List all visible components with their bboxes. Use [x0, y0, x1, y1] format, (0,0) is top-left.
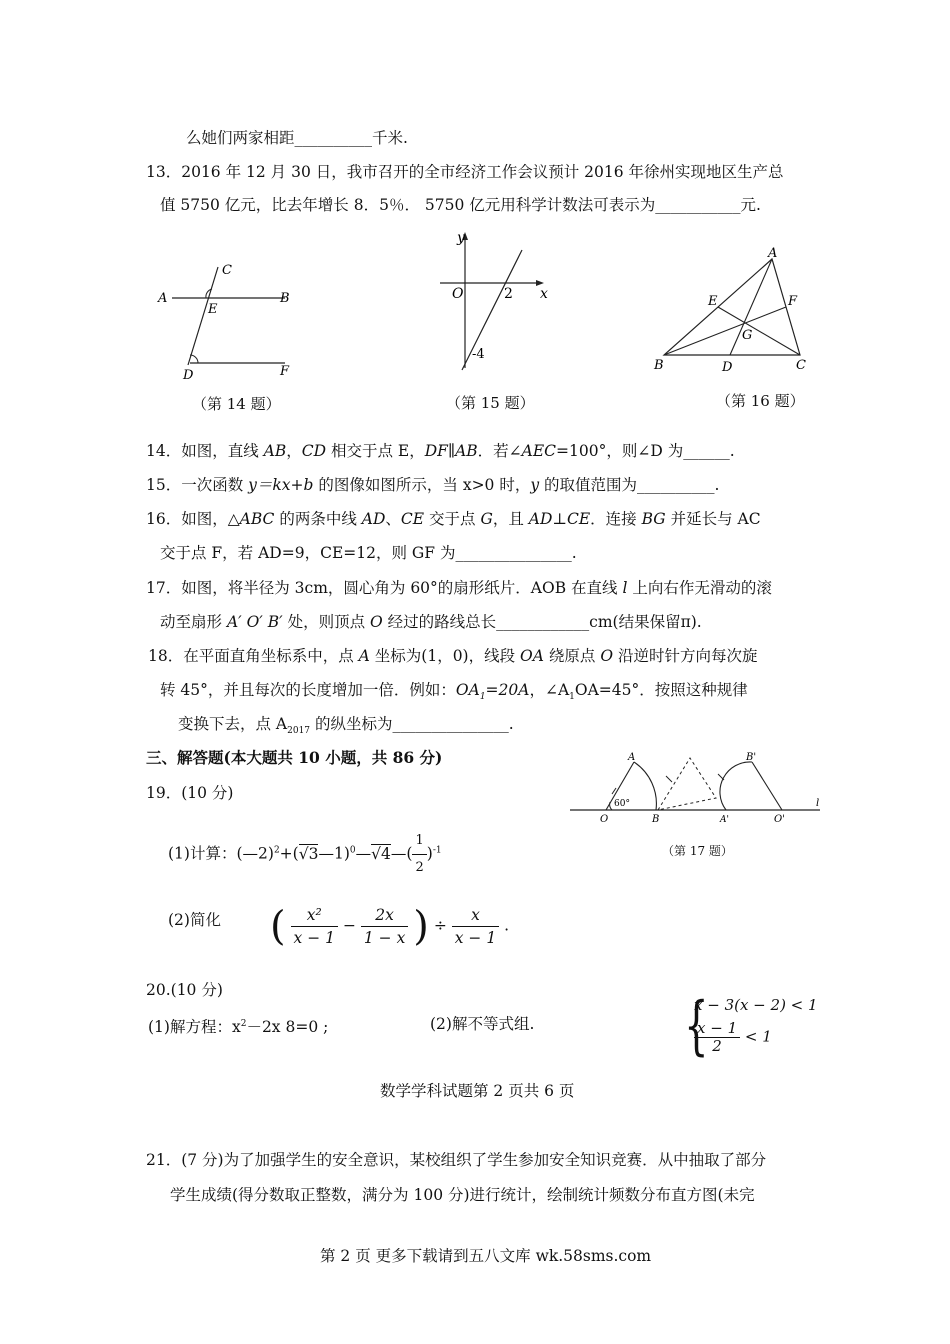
q20-head: 20.(10 分): [146, 981, 223, 999]
fig16-label-d: D: [722, 360, 733, 375]
q18-line1: 18．在平面直角坐标系中，点 A 坐标为(1，0)，线段 OA 绕原点 O 沿逆时针方向每次旋: [148, 647, 758, 665]
fig15-label-o: O: [452, 286, 464, 302]
fig17-label-a: A: [628, 752, 636, 763]
q21-line2: 学生成绩(得分数取正整数，满分为 100 分)进行统计，绘制统计频数分布直方图(未完: [170, 1186, 755, 1204]
fig15-label-2: 2: [504, 286, 513, 302]
q17-line1: 17．如图，将半径为 3cm，圆心角为 60°的扇形纸片．AOB 在直线 l 上向右作无滑动的滚: [146, 579, 772, 597]
fig15-caption: （第 15 题）: [446, 394, 535, 412]
fig17-label-b-prime: B': [746, 752, 757, 763]
fig17-label-l: l: [816, 798, 820, 809]
section-3-heading: 三、解答题(本大题共 10 小题，共 86 分): [146, 748, 443, 767]
figure-17: [568, 748, 830, 828]
fig16-label-g: G: [742, 328, 753, 343]
fig14-label-a: A: [158, 291, 168, 306]
fig17-label-o: O: [600, 814, 609, 825]
q14: 14．如图，直线 AB，CD 相交于点 E，DF∥AB．若∠AEC=100°，则∠D 为______.: [146, 442, 735, 460]
fig14-label-d: D: [183, 368, 194, 383]
fig14-label-c: C: [222, 263, 232, 278]
fig14-label-f: F: [280, 364, 290, 379]
fig16-label-c: C: [796, 358, 806, 373]
q17-line2: 动至扇形 A′ O′ B′ 处，则顶点 O 经过的路线总长____________cm(结果保留π).: [160, 613, 702, 631]
fig15-label-m4: -4: [472, 347, 485, 362]
q19-head: 19．(10 分): [146, 784, 234, 802]
fig15-label-y: y: [457, 230, 465, 246]
q20-part2: (2)解不等式组.: [430, 1015, 535, 1033]
fig16-label-f: F: [788, 294, 798, 309]
figure-14: [150, 255, 310, 385]
q19-part1: (1)计算：(—2)$^2$+(√3—1)$^0$—√4—( $\frac{1}{2}$ )$^{-1}$: [168, 828, 442, 881]
fig16-label-e: E: [708, 294, 718, 309]
q16-line1: 16．如图，△ABC 的两条中线 AD、CE 交于点 G，且 AD⊥CE．连接 BG 并延长与 AC: [146, 510, 761, 528]
page-number-footer: 数学学科试题第 2 页共 6 页: [380, 1082, 575, 1100]
fig16-caption: （第 16 题）: [716, 392, 805, 410]
fig15-label-x: x: [540, 286, 548, 302]
fig16-label-a: A: [768, 246, 778, 261]
fig17-label-o-prime: O': [774, 814, 785, 825]
q16-line2: 交于点 F，若 AD=9，CE=12，则 GF 为_______________.: [160, 544, 577, 562]
q13-line1: 13．2016 年 12 月 30 日，我市召开的全市经济工作会议预计 2016 年徐州实现地区生产总: [146, 163, 784, 181]
q18-line3: 变换下去，点 $A_{2017}$ 的纵坐标为_______________.: [178, 715, 514, 737]
q13-line2: 值 5750 亿元，比去年增长 8．5％． 5750 亿元用科学计数法可表示为___________元.: [160, 196, 761, 214]
q21-line1: 21．(7 分)为了加强学生的安全意识，某校组织了学生参加安全知识竞赛．从中抽取了部分: [146, 1151, 767, 1169]
fig17-label-a-prime: A': [720, 815, 729, 825]
q18-line2: 转 45°，并且每次的长度增加一倍．例如：$OA_1=20A$，$\angle A_1OA=45^\circ$．按照这种规律: [160, 681, 748, 703]
fig14-caption: （第 14 题）: [192, 395, 281, 413]
q19-part2-label: (2)简化: [168, 911, 221, 929]
q20-part1: (1)解方程：$x^2-2x$ 8=0 ;: [148, 1018, 329, 1036]
fig16-label-b: B: [654, 358, 664, 373]
figure-16: [650, 245, 820, 380]
q12-tail: 么她们两家相距__________千米.: [186, 129, 408, 147]
figure-15: [432, 228, 562, 378]
fig14-label-e: E: [208, 302, 218, 317]
q15: 15．一次函数 y＝kx+b 的图像如图所示，当 x>0 时，y 的取值范围为__________.: [146, 476, 720, 494]
fig17-caption: （第 17 题）: [662, 844, 733, 858]
fig17-label-60: 60°: [614, 799, 630, 809]
download-footer: 第 2 页 更多下载请到五八文库 wk.58sms.com: [320, 1247, 652, 1265]
fig14-label-b: B: [280, 291, 290, 306]
fig17-label-b: B: [652, 814, 660, 825]
q19-part2-expr: ( $\frac{\text{x²}}{x - 1}$ − $\frac{2x}{1 - x}$ ) ÷ $\frac{x}{x - 1}$ .: [270, 903, 510, 950]
